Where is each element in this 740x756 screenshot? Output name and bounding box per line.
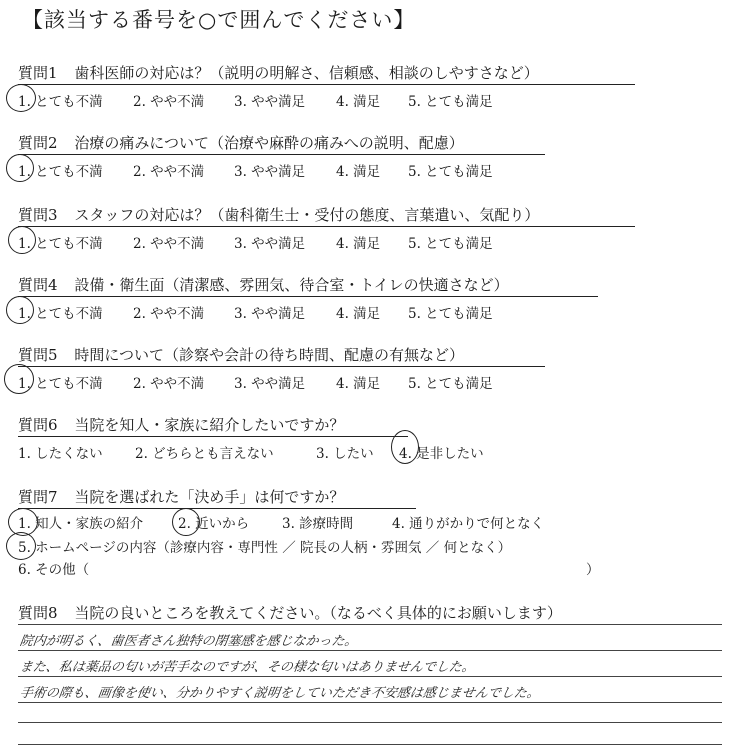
- selection-circle: [6, 84, 36, 112]
- question-1-option-5[interactable]: 5. とても満足: [408, 94, 493, 110]
- selection-circle: [6, 154, 34, 182]
- handwritten-answer-line-1: 院内が明るく、歯医者さん独特の閉塞感を感じなかった。: [18, 634, 359, 649]
- selection-circle: [8, 226, 36, 254]
- question-1-underline: [18, 84, 635, 85]
- question-3-option-1[interactable]: 1. とても不満: [18, 236, 103, 252]
- question-2-option-1[interactable]: 1. とても不満: [18, 164, 103, 180]
- question-5-label: 質問5: [18, 346, 58, 364]
- handwritten-answer-line-2: また、私は薬品の匂いが苦手なのですが、その様な匂いはありませんでした。: [18, 660, 476, 675]
- question-1-label: 質問1: [18, 64, 58, 82]
- question-2-option-5[interactable]: 5. とても満足: [408, 164, 493, 180]
- question-6-heading: [18, 414, 344, 435]
- question-1-option-2[interactable]: 2. やや不満: [133, 94, 205, 110]
- question-4-option-3[interactable]: 3. やや満足: [234, 306, 306, 322]
- question-3-heading: [18, 204, 539, 225]
- question-7-option-5[interactable]: 5. ホームページの内容（診療内容・専門性 ／ 院長の人柄・雰囲気 ／ 何となく）: [18, 540, 512, 556]
- question-3-text: スタッフの対応は？（歯科衛生士・受付の態度、言葉遣い、気配り）: [74, 206, 540, 224]
- answer-line: [18, 676, 722, 677]
- question-4-underline: [18, 296, 598, 297]
- question-2-label: 質問2: [18, 134, 58, 152]
- question-3-underline: [18, 226, 635, 227]
- question-5-option-4[interactable]: 4. 満足: [336, 376, 381, 392]
- handwritten-answer-line-3: 手術の際も、画像を使い、分かりやすく説明をしていただき不安感は感じませんでした。: [18, 686, 541, 701]
- question-4-label: 質問4: [18, 276, 58, 294]
- question-5-heading: [18, 344, 464, 365]
- question-3-option-4[interactable]: 4. 満足: [336, 236, 381, 252]
- question-2-option-2[interactable]: 2. やや不満: [133, 164, 205, 180]
- question-1-option-4[interactable]: 4. 満足: [336, 94, 381, 110]
- question-7-option-2[interactable]: 2. 近いから: [178, 516, 250, 532]
- answer-line: [18, 744, 722, 745]
- selection-circle: [6, 532, 36, 560]
- question-4-option-5[interactable]: 5. とても満足: [408, 306, 493, 322]
- question-2-option-3[interactable]: 3. やや満足: [234, 164, 306, 180]
- question-7-heading: [18, 486, 344, 507]
- page-title: 【該当する番号を○で囲んでください】: [22, 8, 416, 32]
- question-3-option-2[interactable]: 2. やや不満: [133, 236, 205, 252]
- selection-circle: [391, 430, 419, 464]
- question-6-label: 質問6: [18, 416, 58, 434]
- question-4-option-4[interactable]: 4. 満足: [336, 306, 381, 322]
- question-1-text: 歯科医師の対応は？（説明の明解さ、信頼感、相談のしやすさなど）: [74, 64, 539, 82]
- question-2-option-4[interactable]: 4. 満足: [336, 164, 381, 180]
- question-7-option-6[interactable]: 6. その他（: [18, 562, 90, 578]
- question-3-option-3[interactable]: 3. やや満足: [234, 236, 306, 252]
- question-7-underline: [18, 508, 416, 509]
- question-7-text: 当院を選ばれた「決め手」は何ですか？: [74, 488, 345, 506]
- question-4-option-1[interactable]: 1. とても不満: [18, 306, 103, 322]
- question-3-label: 質問3: [18, 206, 58, 224]
- question-6-option-1[interactable]: 1. したくない: [18, 446, 103, 462]
- question-7-option-3[interactable]: 3. 診療時間: [282, 516, 354, 532]
- answer-line: [18, 722, 722, 723]
- question-2-heading: [18, 132, 464, 153]
- question-7-option-1[interactable]: 1. 知人・家族の紹介: [18, 516, 144, 532]
- answer-line: [18, 624, 722, 625]
- question-5-text: 時間について（診察や会計の待ち時間、配慮の有無など）: [74, 346, 465, 364]
- answer-line: [18, 702, 722, 703]
- question-5-underline: [18, 366, 545, 367]
- answer-line: [18, 650, 722, 651]
- question-1-option-3[interactable]: 3. やや満足: [234, 94, 306, 110]
- question-7-option-4[interactable]: 4. 通りがかりで何となく: [392, 516, 545, 532]
- question-6-text: 当院を知人・家族に紹介したいですか？: [74, 416, 345, 434]
- question-1-option-1[interactable]: 1. とても不満: [18, 94, 103, 110]
- question-7-option-6-close: ）: [586, 562, 600, 578]
- selection-circle: [4, 364, 34, 394]
- question-4-option-2[interactable]: 2. やや不満: [133, 306, 205, 322]
- question-6-underline: [18, 436, 408, 437]
- question-5-option-1[interactable]: 1. とても不満: [18, 376, 103, 392]
- selection-circle: [172, 508, 200, 536]
- question-6-option-4[interactable]: 4. 是非したい: [399, 446, 484, 462]
- question-5-option-3[interactable]: 3. やや満足: [234, 376, 306, 392]
- question-4-text: 設備・衛生面（清潔感、雰囲気、待合室・トイレの快適さなど）: [74, 276, 509, 294]
- question-3-option-5[interactable]: 5. とても満足: [408, 236, 493, 252]
- question-6-option-2[interactable]: 2. どちらとも言えない: [135, 446, 274, 462]
- question-4-heading: [18, 274, 509, 295]
- question-6-option-3[interactable]: 3. したい: [316, 446, 374, 462]
- question-8-heading: [18, 602, 562, 623]
- question-5-option-5[interactable]: 5. とても満足: [408, 376, 493, 392]
- question-1-heading: [18, 62, 539, 83]
- question-5-option-2[interactable]: 2. やや不満: [133, 376, 205, 392]
- question-7-label: 質問7: [18, 488, 58, 506]
- question-8-text: 当院の良いところを教えてください。（なるべく具体的にお願いします）: [74, 604, 562, 622]
- question-2-text: 治療の痛みについて（治療や麻酔の痛みへの説明、配慮）: [74, 134, 464, 152]
- question-2-underline: [18, 154, 545, 155]
- selection-circle: [6, 296, 34, 324]
- question-8-label: 質問8: [18, 604, 58, 622]
